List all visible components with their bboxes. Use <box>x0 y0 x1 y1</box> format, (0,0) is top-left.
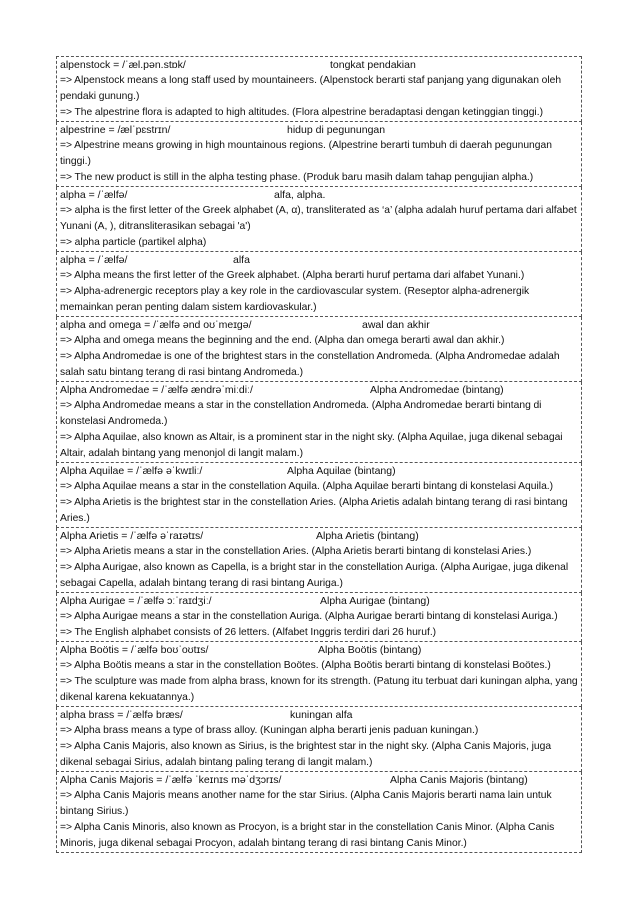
entry-alpha-aquilae <box>56 463 582 528</box>
entry-alpha-2 <box>56 252 582 317</box>
example-sentence: => Alpha Aquilae, also known as Altair, is a prominent star in the night sky. (Alpha Aquilae, juga dikenal sebagai Altair, adalah bintang yang menonjol di langit malam.) <box>60 432 563 459</box>
entry-headline <box>60 187 579 203</box>
entry-headline <box>60 57 579 73</box>
entry-alpha-andromedae <box>56 382 582 463</box>
entry-alpha-bootis <box>56 642 582 707</box>
entry-term: Alpha Boötis = /ˈælfə boʊˈoʊtɪs/ <box>60 644 209 656</box>
entry-translation: alfa, alpha. <box>274 189 326 201</box>
example-sentence: => The sculpture was made from alpha brass, known for its strength. (Patung itu terbuat dari kuningan alpha, yang dikenal karena kekuatannya.) <box>60 676 578 703</box>
example-sentence: => Alpha Boötis means a star in the constellation Boötes. (Alpha Boötis berarti bintang di konstelasi Boötes.) <box>60 660 551 671</box>
entry-headline <box>60 252 579 268</box>
entry-headline <box>60 707 579 723</box>
entry-term: alpha = /ˈælfə/ <box>60 254 128 266</box>
example-sentence: => Alpha Arietis is the brightest star in the constellation Aries. (Alpha Arietis adalah bintang terang di rasi bintang Aries.) <box>60 497 568 524</box>
example-sentence: => Alpha Andromedae means a star in the constellation Andromeda. (Alpha Andromedae berarti bintang di konstelasi Andromeda.) <box>60 400 542 427</box>
example-sentence: => Alpha means the first letter of the Greek alphabet. (Alpha berarti huruf pertama dari alfabet Yunani.) <box>60 270 525 281</box>
entry-alpha-aurigae <box>56 593 582 642</box>
entry-term: alpha = /ˈælfə/ <box>60 189 128 201</box>
example-sentence: => Alpestrine means growing in high mountainous regions. (Alpestrine berarti tumbuh di daerah pegunungan tinggi.) <box>60 140 552 167</box>
entry-translation: Alpha Boötis (bintang) <box>318 644 422 656</box>
entry-term: alpestrine = /ælˈpɛstrɪn/ <box>60 124 171 136</box>
example-sentence: => alpha particle (partikel alpha) <box>60 237 207 248</box>
entry-term: alpha and omega = /ˈælfə ənd oʊˈmeɪgə/ <box>60 319 252 331</box>
entry-term: alpenstock = /ˈæl.pən.stɒk/ <box>60 59 186 71</box>
entry-term: Alpha Andromedae = /ˈælfə ændrəˈmiːdiː/ <box>60 384 253 396</box>
entry-alpha-and-omega <box>56 317 582 382</box>
entry-alpestrine <box>56 122 582 187</box>
entry-headline <box>60 382 579 398</box>
dictionary-document <box>56 56 582 853</box>
example-sentence: => Alpha Aurigae means a star in the constellation Auriga. (Alpha Aurigae berarti bintang di konstelasi Auriga.) <box>60 611 558 622</box>
entry-term: Alpha Canis Majoris = /ˈælfə ˈkeɪnɪs məˈdʒɔrɪs/ <box>60 774 282 786</box>
example-sentence: => Alpha Canis Majoris, also known as Sirius, is the brightest star in the night sky. (Alpha Canis Majoris, juga dikenal sebagai Sirius, adalah bintang paling terang di langit malam.) <box>60 741 552 768</box>
example-sentence: => Alpha Arietis means a star in the constellation Aries. (Alpha Arietis berarti bintang di konstelasi Aries.) <box>60 546 532 557</box>
entry-headline <box>60 772 579 788</box>
entry-headline <box>60 528 579 544</box>
example-sentence: => The English alphabet consists of 26 letters. (Alfabet Inggris terdiri dari 26 huruf.) <box>60 627 437 638</box>
entry-headline <box>60 463 579 479</box>
entry-translation: Alpha Aurigae (bintang) <box>320 595 430 607</box>
entry-translation: kuningan alfa <box>290 709 353 721</box>
entry-alpha-canis-majoris <box>56 772 582 853</box>
entry-alpha-brass <box>56 707 582 772</box>
example-sentence: => Alpha Andromedae is one of the brightest stars in the constellation Andromeda. (Alpha Andromedae adalah salah satu bintang terang di rasi bintang Andromeda.) <box>60 351 560 378</box>
entry-translation: Alpha Canis Majoris (bintang) <box>390 774 528 786</box>
example-sentence: => Alpha-adrenergic receptors play a key role in the cardiovascular system. (Reseptor alpha-adrenergik memainkan peran penting dalam sistem kardiovaskular.) <box>60 286 530 313</box>
example-sentence: => Alpha brass means a type of brass alloy. (Kuningan alpha berarti jenis paduan kuningan.) <box>60 725 479 736</box>
entry-translation: Alpha Andromedae (bintang) <box>370 384 504 396</box>
entry-term: Alpha Arietis = /ˈælfə əˈraɪətɪs/ <box>60 530 204 542</box>
example-sentence: => Alpha Canis Majoris means another name for the star Sirius. (Alpha Canis Majoris berarti nama lain untuk bintang Sirius.) <box>60 790 552 817</box>
entry-term: Alpha Aquilae = /ˈælfə əˈkwɪliː/ <box>60 465 203 477</box>
entry-headline <box>60 593 579 609</box>
example-sentence: => alpha is the first letter of the Greek alphabet (A, α), transliterated as ‘a’ (alpha adalah huruf pertama dari alfabet Yunani (A, ), ditransliterasikan sebagai 'a') <box>60 205 577 232</box>
entry-translation: alfa <box>233 254 250 266</box>
entry-headline <box>60 317 579 333</box>
entry-headline <box>60 642 579 658</box>
example-sentence: => Alpha Aquilae means a star in the constellation Aquila. (Alpha Aquilae berarti bintang di konstelasi Aquila.) <box>60 481 554 492</box>
entry-translation: Alpha Arietis (bintang) <box>316 530 419 542</box>
example-sentence: => Alpha Aurigae, also known as Capella, is a bright star in the constellation Auriga. (Alpha Aurigae, juga dikenal sebagai Capella, adalah bintang terang di rasi bintang Auriga.) <box>60 562 569 589</box>
entry-translation: tongkat pendakian <box>330 59 416 71</box>
entry-translation: awal dan akhir <box>362 319 430 331</box>
example-sentence: => Alpha and omega means the beginning and the end. (Alpha dan omega berarti awal dan akhir.) <box>60 335 505 346</box>
example-sentence: => The alpestrine flora is adapted to high altitudes. (Flora alpestrine beradaptasi dengan ketinggian tinggi.) <box>60 107 543 118</box>
entry-alpha-arietis <box>56 528 582 593</box>
example-sentence: => Alpenstock means a long staff used by mountaineers. (Alpenstock berarti staf panjang yang digunakan oleh pendaki gunung.) <box>60 75 562 102</box>
entry-translation: Alpha Aquilae (bintang) <box>287 465 396 477</box>
entry-translation: hidup di pegunungan <box>287 124 386 136</box>
entry-term: Alpha Aurigae = /ˈælfə ɔːˈraɪdʒiː/ <box>60 595 212 607</box>
example-sentence: => The new product is still in the alpha testing phase. (Produk baru masih dalam tahap pengujian alpha.) <box>60 172 534 183</box>
entry-headline <box>60 122 579 138</box>
entry-alpha-1 <box>56 187 582 252</box>
entry-term: alpha brass = /ˈælfə bræs/ <box>60 709 183 721</box>
entry-alpenstock <box>56 56 582 122</box>
example-sentence: => Alpha Canis Minoris, also known as Procyon, is a bright star in the constellation Canis Minor. (Alpha Canis Minoris, juga dikenal sebagai Procyon, adalah bintang terang di rasi bintang Canis Minor.) <box>60 822 555 849</box>
